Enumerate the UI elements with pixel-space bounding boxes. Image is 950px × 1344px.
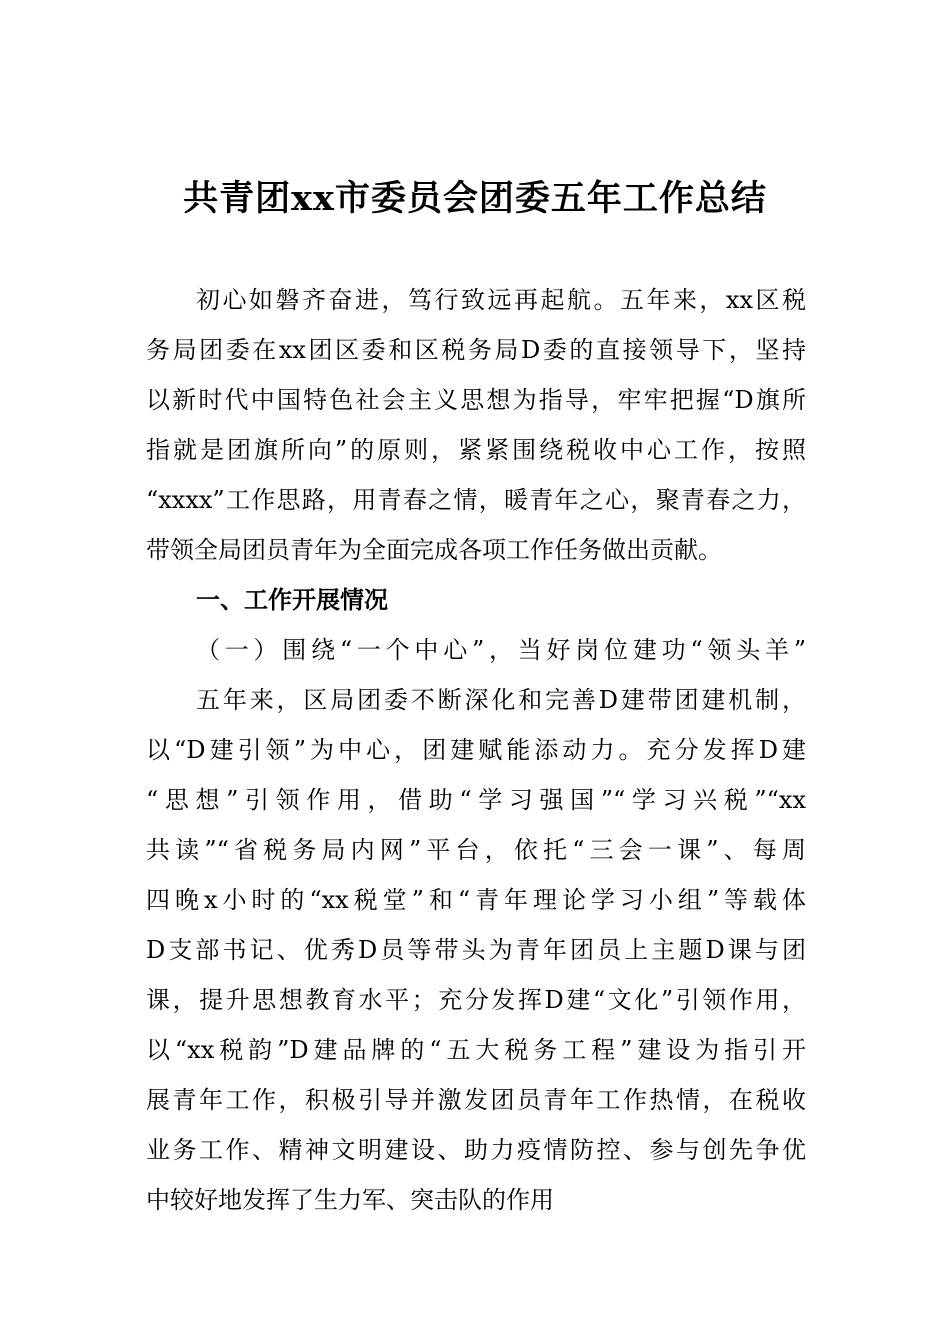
body-line-5: 四晚x小时的“xx税堂”和“青年理论学习小组”等载体: [146, 886, 806, 914]
document-title: 共青团xx市委员会团委五年工作总结: [183, 178, 767, 219]
intro-line-3: 以新时代中国特色社会主义思想为指导，牢牢把握“D旗所: [146, 386, 806, 414]
body-line-2: 以“D建引领”为中心，团建赋能添动力。充分发挥D建: [146, 736, 806, 764]
subsection-heading-1: （一）围绕“一个中心”，当好岗位建功“领头羊”: [196, 636, 806, 664]
body-line-11: 中较好地发挥了生力军、突击队的作用: [146, 1186, 554, 1214]
body-line-1: 五年来，区局团委不断深化和完善D建带团建机制，: [196, 686, 806, 714]
intro-line-1: 初心如磐齐奋进，笃行致远再起航。五年来，xx区税: [196, 286, 806, 314]
intro-line-2: 务局团委在xx团区委和区税务局D委的直接领导下，坚持: [146, 336, 806, 364]
body-line-3: “思想”引领作用，借助“学习强国”“学习兴税”“xx: [146, 786, 806, 814]
body-line-10: 业务工作、精神文明建设、助力疫情防控、参与创先争优: [146, 1136, 806, 1164]
body-line-7: 课，提升思想教育水平；充分发挥D建“文化”引领作用，: [146, 986, 806, 1014]
intro-line-6: 带领全局团员青年为全面完成各项工作任务做出贡献。: [146, 536, 722, 564]
body-line-8: 以“xx税韵”D建品牌的“五大税务工程”建设为指引开: [146, 1036, 806, 1064]
intro-line-4: 指就是团旗所向”的原则，紧紧围绕税收中心工作，按照: [146, 436, 806, 464]
body-line-4: 共读”“省税务局内网”平台，依托“三会一课”、每周: [146, 836, 806, 864]
body-line-6: D支部书记、优秀D员等带头为青年团员上主题D课与团: [146, 936, 806, 964]
section-heading-1: 一、工作开展情况: [196, 586, 388, 614]
body-line-9: 展青年工作，积极引导并激发团员青年工作热情，在税收: [146, 1086, 806, 1114]
intro-line-5: “xxxx”工作思路，用青春之情，暖青年之心，聚青春之力，: [146, 486, 806, 514]
